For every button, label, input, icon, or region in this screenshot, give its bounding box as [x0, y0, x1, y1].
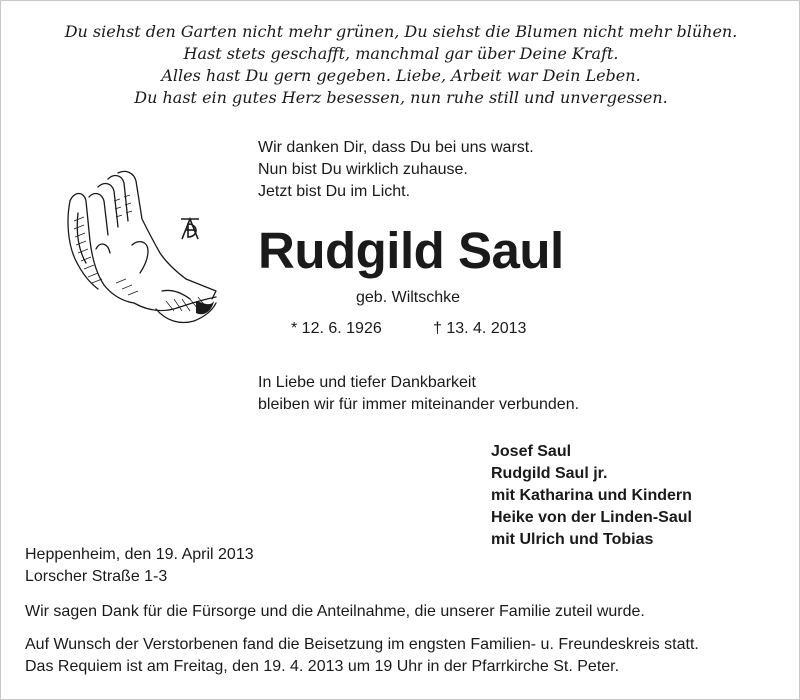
intro-line: Wir danken Dir, dass Du bei uns warst.: [258, 139, 534, 156]
mourner-name: mit Katharina und Kindern: [491, 487, 692, 504]
mourner-name: Rudgild Saul jr.: [491, 465, 608, 482]
birth-date: * 12. 6. 1926: [291, 320, 382, 337]
maiden-name: geb. Wiltschke: [356, 289, 461, 306]
mourner-name: Josef Saul: [491, 443, 572, 460]
intro-line: Jetzt bist Du im Licht.: [258, 183, 411, 200]
poem-line: Du siehst den Garten nicht mehr grünen, Du siehst die Blumen nicht mehr blühen.: [64, 22, 738, 41]
poem-line: Alles hast Du gern gegeben. Liebe, Arbeit war Dein Leben.: [161, 66, 641, 85]
funeral-notice: [25, 634, 699, 678]
place-date: Heppenheim, den 19. April 2013: [25, 546, 254, 563]
ad-monogram-icon: [177, 215, 203, 241]
notice-line: Das Requiem ist am Freitag, den 19. 4. 2013 um 19 Uhr in der Pfarrkirche St. Peter.: [25, 658, 620, 675]
memorial-poem: [1, 21, 800, 109]
gratitude-line: In Liebe und tiefer Dankbarkeit: [258, 374, 476, 391]
intro-text: [258, 137, 534, 203]
mourners-list: [491, 441, 692, 551]
mourner-name: mit Ulrich und Tobias: [491, 531, 654, 548]
deceased-name: Rudgild Saul: [258, 222, 564, 279]
thanks-text: Wir sagen Dank für die Fürsorge und die Anteilnahme, die unserer Familie zuteil wurde.: [25, 603, 645, 620]
praying-hands-icon: [56, 161, 226, 331]
mourner-name: Heike von der Linden-Saul: [491, 509, 692, 526]
address-block: [25, 544, 254, 588]
poem-line: Du hast ein gutes Herz besessen, nun ruhe still und unvergessen.: [134, 88, 668, 107]
poem-line: Hast stets geschafft, manchmal gar über Deine Kraft.: [183, 44, 619, 63]
notice-line: Auf Wunsch der Verstorbenen fand die Beisetzung im engsten Familien- u. Freundeskreis statt.: [25, 636, 699, 653]
gratitude-text: [258, 372, 579, 416]
death-date: † 13. 4. 2013: [433, 320, 527, 337]
intro-line: Nun bist Du wirklich zuhause.: [258, 161, 468, 178]
gratitude-line: bleiben wir für immer miteinander verbunden.: [258, 396, 580, 413]
street-address: Lorscher Straße 1-3: [25, 568, 168, 585]
